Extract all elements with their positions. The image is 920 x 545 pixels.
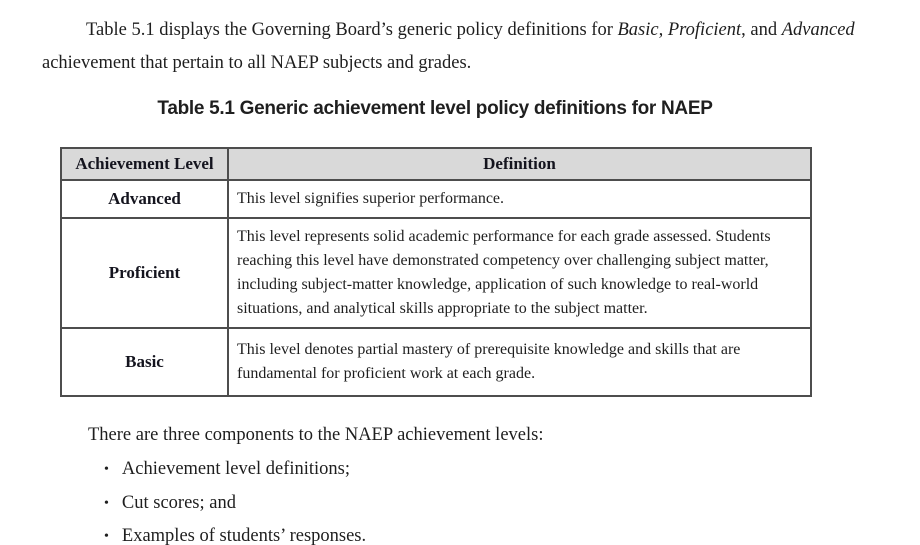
intro-italic-advanced: Advanced bbox=[781, 20, 855, 40]
table-row-proficient bbox=[61, 218, 811, 328]
bullet-icon: • bbox=[104, 529, 109, 544]
column-header-achievement-level: Achievement Level bbox=[61, 148, 228, 180]
bullet-icon: • bbox=[104, 462, 109, 477]
definition-cell-basic: This level denotes partial mastery of prerequisite knowledge and skills that are fundamental for proficient work at each grade. bbox=[228, 328, 811, 396]
table-row-advanced bbox=[61, 180, 811, 218]
intro-text: achievement that pertain to all NAEP subjects and grades. bbox=[42, 53, 472, 73]
level-cell-advanced: Advanced bbox=[61, 180, 228, 218]
list-item-text: Achievement level definitions; bbox=[121, 459, 351, 479]
components-list bbox=[104, 458, 366, 545]
list-item-text: Cut scores; and bbox=[121, 492, 236, 513]
intro-text: , and bbox=[741, 20, 782, 40]
intro-paragraph bbox=[42, 14, 880, 80]
definition-cell-proficient: This level represents solid academic performance for each grade assessed. Students reaching this level have demonstrated competency over challenging subject matter, including subject-matter knowledge, application of such knowledge to real-world situations, and analytical skills appropriate to the subject matter. bbox=[228, 218, 811, 328]
table-header-row bbox=[61, 148, 811, 180]
list-item bbox=[104, 458, 366, 482]
policy-definitions-table bbox=[60, 147, 812, 397]
bullet-icon: • bbox=[104, 495, 109, 511]
intro-italic-basic-proficient: Basic, Proficient bbox=[617, 20, 742, 40]
list-item bbox=[104, 525, 366, 545]
components-paragraph: There are three components to the NAEP achievement levels: bbox=[88, 425, 544, 445]
list-item bbox=[104, 492, 366, 516]
level-cell-proficient: Proficient bbox=[61, 218, 228, 328]
level-cell-basic: Basic bbox=[61, 328, 228, 396]
list-item-text: Examples of students’ responses. bbox=[121, 526, 367, 545]
intro-text: Table 5.1 displays the Governing Board’s generic policy definitions for bbox=[86, 20, 618, 40]
table-row-basic bbox=[61, 328, 811, 396]
column-header-definition: Definition bbox=[228, 148, 811, 180]
table-title: Table 5.1 Generic achievement level policy definitions for NAEP bbox=[157, 98, 713, 119]
definition-cell-advanced: This level signifies superior performance. bbox=[228, 180, 811, 218]
